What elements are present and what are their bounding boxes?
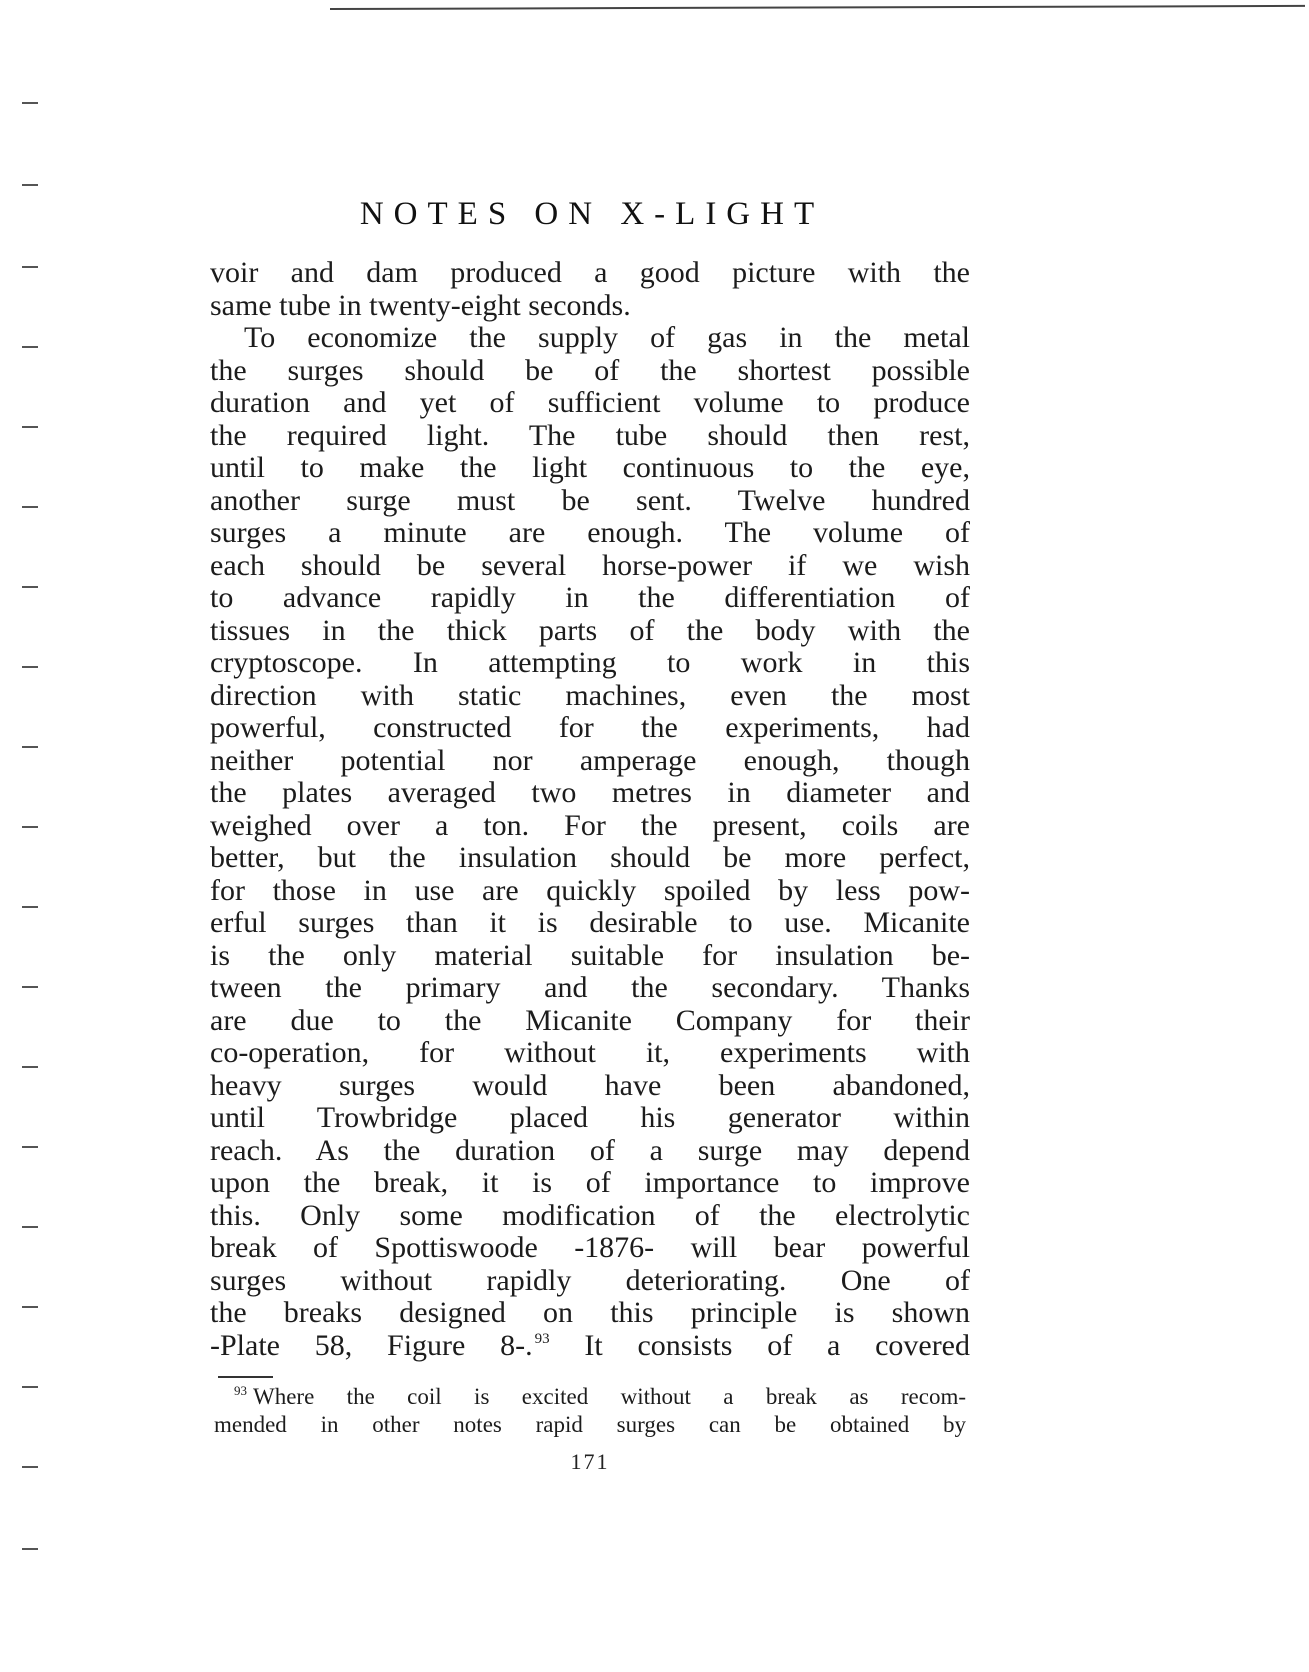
- footnote-marker: 93: [234, 1383, 247, 1398]
- footnote-reference[interactable]: 93: [534, 1330, 550, 1347]
- top-edge-rule: [330, 5, 1305, 10]
- body-line: weighed over a ton. For the present, coils are: [210, 808, 970, 842]
- body-line: tween the primary and the secondary. Thanks: [210, 971, 970, 1004]
- body-line-segment: It consists of a covered: [584, 1328, 970, 1362]
- body-line: the required light. The tube should then rest,: [210, 418, 970, 452]
- body-line: erful surges than it is desirable to use. Micanite: [210, 906, 970, 939]
- body-line: another surge must be sent. Twelve hundred: [210, 483, 970, 517]
- body-line: the plates averaged two metres in diameter and: [210, 776, 970, 809]
- body-line: heavy surges would have been abandoned,: [210, 1068, 970, 1102]
- body-line: surges a minute are enough. The volume of: [210, 516, 970, 549]
- body-line: reach. As the duration of a surge may depend: [210, 1133, 970, 1167]
- footnote-line: [214, 1383, 966, 1411]
- page-number: 171: [570, 1449, 610, 1474]
- body-line-with-footnote-ref: [210, 1330, 970, 1363]
- body-line: is the only material suitable for insulation be-: [210, 938, 970, 972]
- body-line: the surges should be of the shortest possible: [210, 353, 970, 387]
- body-line: better, but the insulation should be more perfect,: [210, 841, 970, 874]
- body-line: to advance rapidly in the differentiation of: [210, 581, 970, 614]
- body-line: each should be several horse-power if we wish: [210, 548, 970, 582]
- footnote-line: mended in other notes rapid surges can be obtained by: [214, 1412, 966, 1437]
- running-head: NOTES ON X-LIGHT: [359, 196, 825, 232]
- body-line: break of Spottiswoode -1876- will bear powerful: [210, 1231, 970, 1264]
- body-line: the breaks designed on this principle is shown: [210, 1296, 970, 1329]
- body-line: this. Only some modification of the electrolytic: [210, 1198, 970, 1232]
- body-line: voir and dam produced a good picture with the: [210, 256, 970, 289]
- body-line: tissues in the thick parts of the body with the: [210, 613, 970, 647]
- body-line: surges without rapidly deteriorating. One of: [210, 1263, 970, 1297]
- body-line: direction with static machines, even the most: [210, 678, 970, 712]
- body-line: neither potential nor amperage enough, though: [210, 743, 970, 777]
- body-line-segment: -Plate 58, Figure 8-.: [210, 1328, 533, 1362]
- body-line: To economize the supply of gas in the metal: [244, 321, 970, 354]
- body-line: powerful, constructed for the experiments, had: [210, 711, 970, 744]
- footnote-text: Where the coil is excited without a break as recom-: [253, 1384, 966, 1409]
- body-line: until to make the light continuous to the eye,: [210, 451, 970, 484]
- footnote: [214, 1383, 966, 1439]
- body-line: cryptoscope. In attempting to work in this: [210, 646, 970, 679]
- left-margin-ticks: [22, 100, 52, 1660]
- body-line: same tube in twenty-eight seconds.: [210, 288, 631, 322]
- body-line: are due to the Micanite Company for their: [210, 1003, 970, 1037]
- body-line: co-operation, for without it, experiments with: [210, 1036, 970, 1069]
- body-line: for those in use are quickly spoiled by less pow-: [210, 873, 970, 907]
- body-line: duration and yet of sufficient volume to produce: [210, 386, 970, 419]
- body-line: until Trowbridge placed his generator within: [210, 1101, 970, 1134]
- footnote-rule: [218, 1376, 273, 1378]
- body-text: [210, 257, 970, 1362]
- body-line: upon the break, it is of importance to improve: [210, 1166, 970, 1199]
